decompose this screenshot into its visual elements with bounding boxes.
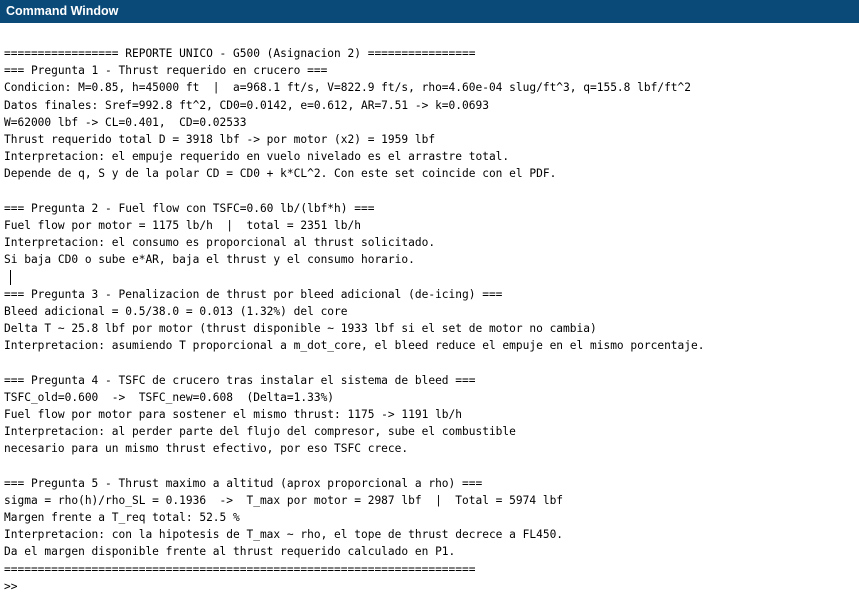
output-line: Margen frente a T_req total: 52.5 % [4,511,240,525]
output-line: Interpretacion: asumiendo T proporcional a m_dot_core, el bleed reduce el empuje en el mismo porcentaje. [4,339,705,353]
output-line: TSFC_old=0.600 -> TSFC_new=0.608 (Delta=1.33%) [4,390,335,404]
output-line: Interpretacion: el consumo es proporcional al thrust solicitado. [4,236,436,250]
output-line: Fuel flow por motor = 1175 lb/h | total = 2351 lb/h [4,218,361,232]
output-line: Si baja CD0 o sube e*AR, baja el thrust y el consumo horario. [4,253,415,267]
output-line [4,354,859,371]
output-line: sigma = rho(h)/rho_SL = 0.1936 -> T_max por motor = 2987 lbf | Total = 5974 lbf [4,493,564,507]
output-line: Interpretacion: al perder parte del flujo del compresor, sube el combustible [4,425,516,439]
output-line: W=62000 lbf -> CL=0.401, CD=0.02533 [4,115,247,129]
output-line: === Pregunta 2 - Fuel flow con TSFC=0.60 lb/(lbf*h) === [4,201,375,215]
text-cursor-line [4,268,859,285]
output-line: Bleed adicional = 0.5/38.0 = 0.013 (1.32%) del core [4,304,348,318]
output-line: ====================================================================== [4,562,476,576]
output-line: Datos finales: Sref=992.8 ft^2, CD0=0.0142, e=0.612, AR=7.51 -> k=0.0693 [4,98,489,112]
window-title: Command Window [0,0,859,23]
output-line: Condicion: M=0.85, h=45000 ft | a=968.1 ft/s, V=822.9 ft/s, rho=4.60e-04 slug/ft^3, q=155.8 lbf/ft^2 [4,81,692,95]
output-line: Depende de q, S y de la polar CD = CD0 + k*CL^2. Con este set coincide con el PDF. [4,167,557,181]
output-line [4,458,859,475]
output-line: Da el margen disponible frente al thrust requerido calculado en P1. [4,545,456,559]
output-line: === Pregunta 1 - Thrust requerido en crucero === [4,64,328,78]
output-line [4,183,859,200]
output-line: ================= REPORTE UNICO - G500 (Asignacion 2) ================ [4,47,476,60]
output-line: Interpretacion: el empuje requerido en vuelo nivelado es el arrastre total. [4,150,510,164]
text-cursor [10,270,11,285]
output-line: Interpretacion: con la hipotesis de T_max ~ rho, el tope de thrust decrece a FL450. [4,528,564,542]
output-line: Fuel flow por motor para sostener el mismo thrust: 1175 -> 1191 lb/h [4,407,463,421]
console-output[interactable] [0,23,859,598]
output-line: === Pregunta 5 - Thrust maximo a altitud (aprox proporcional a rho) === [4,476,483,490]
command-prompt[interactable]: >> [4,579,18,593]
output-line: Thrust requerido total D = 3918 lbf -> por motor (x2) = 1959 lbf [4,132,436,146]
output-line: Delta T ~ 25.8 lbf por motor (thrust disponible ~ 1933 lbf si el set de motor no cambia) [4,322,597,335]
output-line: === Pregunta 3 - Penalizacion de thrust por bleed adicional (de-icing) === [4,287,503,301]
output-line: necesario para un mismo thrust efectivo, por eso TSFC crece. [4,442,409,456]
output-line: === Pregunta 4 - TSFC de crucero tras instalar el sistema de bleed === [4,373,476,387]
